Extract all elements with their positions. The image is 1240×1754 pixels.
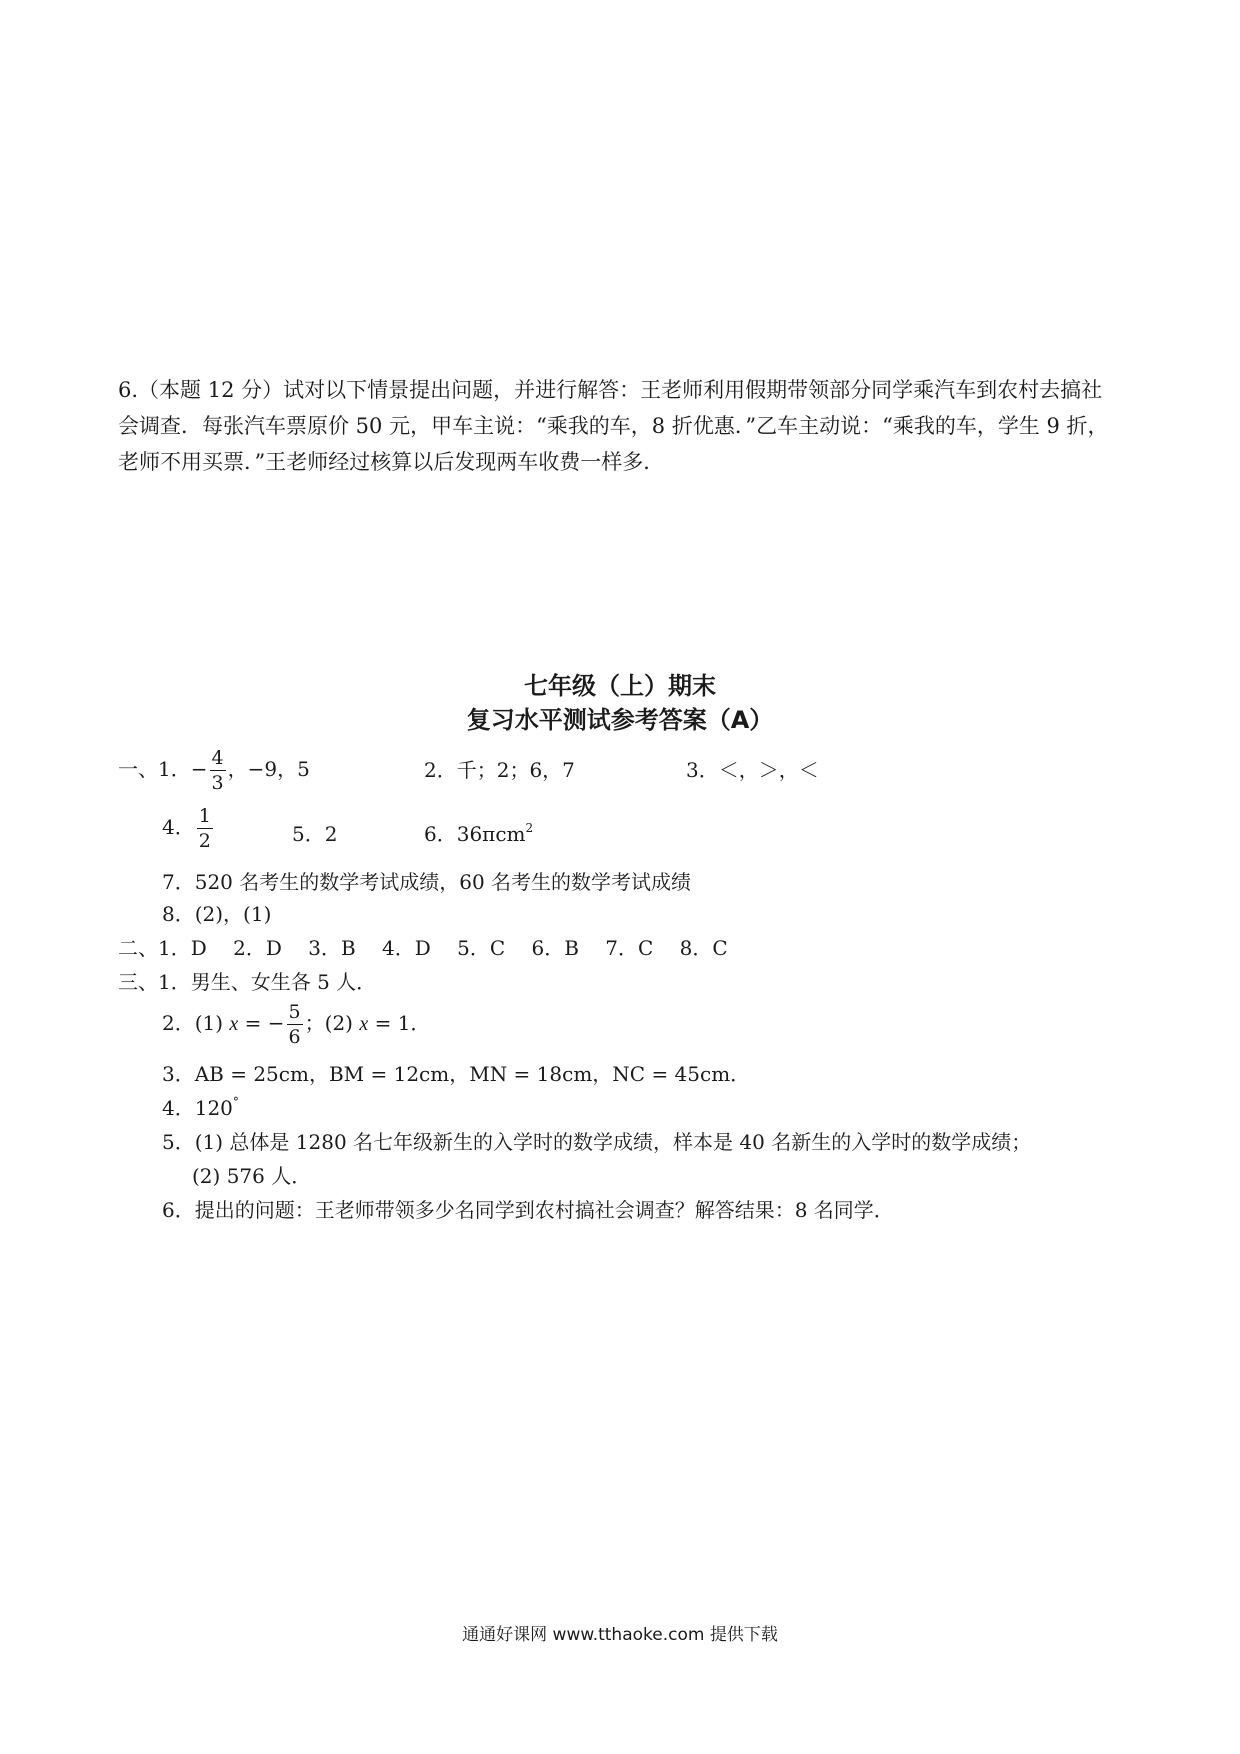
fraction-numerator: 5 xyxy=(288,1001,301,1023)
equals-minus: = − xyxy=(238,1011,285,1035)
answer-1-4 xyxy=(162,804,215,853)
fraction-4-3 xyxy=(210,746,226,795)
fraction-numerator: 1 xyxy=(198,805,211,827)
question-6-line-1: 6.（本题 12 分）试对以下情景提出问题，并进行解答：王老师利用假期带领部分同学乘汽车到农村去搞社 xyxy=(118,378,1103,402)
degree-sign: ° xyxy=(232,1095,239,1109)
equals-one: = 1． xyxy=(368,1011,431,1035)
answer-1-1-rest: ，−9，5 xyxy=(227,757,310,781)
variable-x: x xyxy=(359,1013,369,1035)
section1-prefix: 一、1． xyxy=(118,757,191,781)
answer-title-2: 复习水平测试参考答案（A） xyxy=(466,706,774,734)
answer-1-5: 5．2 xyxy=(292,822,338,846)
answer-3-5-part1: 5．(1) 总体是 1280 名七年级新生的入学时的数学成绩，样本是 40 名新生的入学时的数学成绩； xyxy=(162,1130,1032,1154)
answer-3-3: 3．AB = 25cm，BM = 12cm，MN = 18cm，NC = 45cm． xyxy=(162,1062,751,1086)
answer-1-8: 8．(2)，(1) xyxy=(162,902,272,926)
answer-1-2: 2．千；2；6，7 xyxy=(424,758,575,782)
answer-3-2-part2: ；(2) xyxy=(304,1011,353,1035)
variable-x: x xyxy=(229,1013,239,1035)
fraction-denominator: 2 xyxy=(198,830,211,852)
answer-1-7: 7．520 名考生的数学考试成绩，60 名考生的数学考试成绩 xyxy=(162,870,692,894)
question-6-line-2: 会调查．每张汽车票原价 50 元，甲车主说：“乘我的车，8 折优惠．”乙车主动说：“乘我的车，学生 9 折， xyxy=(118,414,1109,438)
superscript-2: 2 xyxy=(525,821,534,835)
answer-3-2-part1: 2．(1) xyxy=(162,1011,224,1035)
answer-3-5-part2: (2) 576 人． xyxy=(192,1164,312,1188)
fraction-5-6 xyxy=(287,1000,303,1049)
footer-text: 通通好课网 www.tthaoke.com 提供下载 xyxy=(462,1625,778,1645)
fraction-numerator: 4 xyxy=(211,747,224,769)
minus-sign: − xyxy=(190,757,208,781)
fraction-1-2 xyxy=(197,804,213,853)
answer-1-6 xyxy=(424,818,533,847)
answer-3-6: 6．提出的问题：王老师带领多少名同学到农村搞社会调查？解答结果：8 名同学． xyxy=(162,1198,894,1222)
answer-3-1: 三、1．男生、女生各 5 人． xyxy=(118,970,377,994)
section2-answers: 二、1．D 2．D 3．B 4．D 5．C 6．B 7．C 8．C xyxy=(118,936,728,960)
answer-3-4 xyxy=(162,1092,239,1121)
answer-1-6-text: 6．36πcm xyxy=(424,822,526,846)
section1-row1 xyxy=(118,746,310,795)
question-6-line-3: 老师不用买票．”王老师经过核算以后发现两车收费一样多． xyxy=(118,450,665,474)
fraction-denominator: 3 xyxy=(211,772,224,794)
answer-1-4-label: 4． xyxy=(162,815,195,839)
answer-3-4-text: 4．120 xyxy=(162,1096,233,1120)
answer-title-1: 七年级（上）期末 xyxy=(524,672,716,700)
answer-1-3: 3．＜，＞，＜ xyxy=(686,758,819,782)
fraction-denominator: 6 xyxy=(288,1026,301,1048)
answer-3-2 xyxy=(162,1000,430,1049)
